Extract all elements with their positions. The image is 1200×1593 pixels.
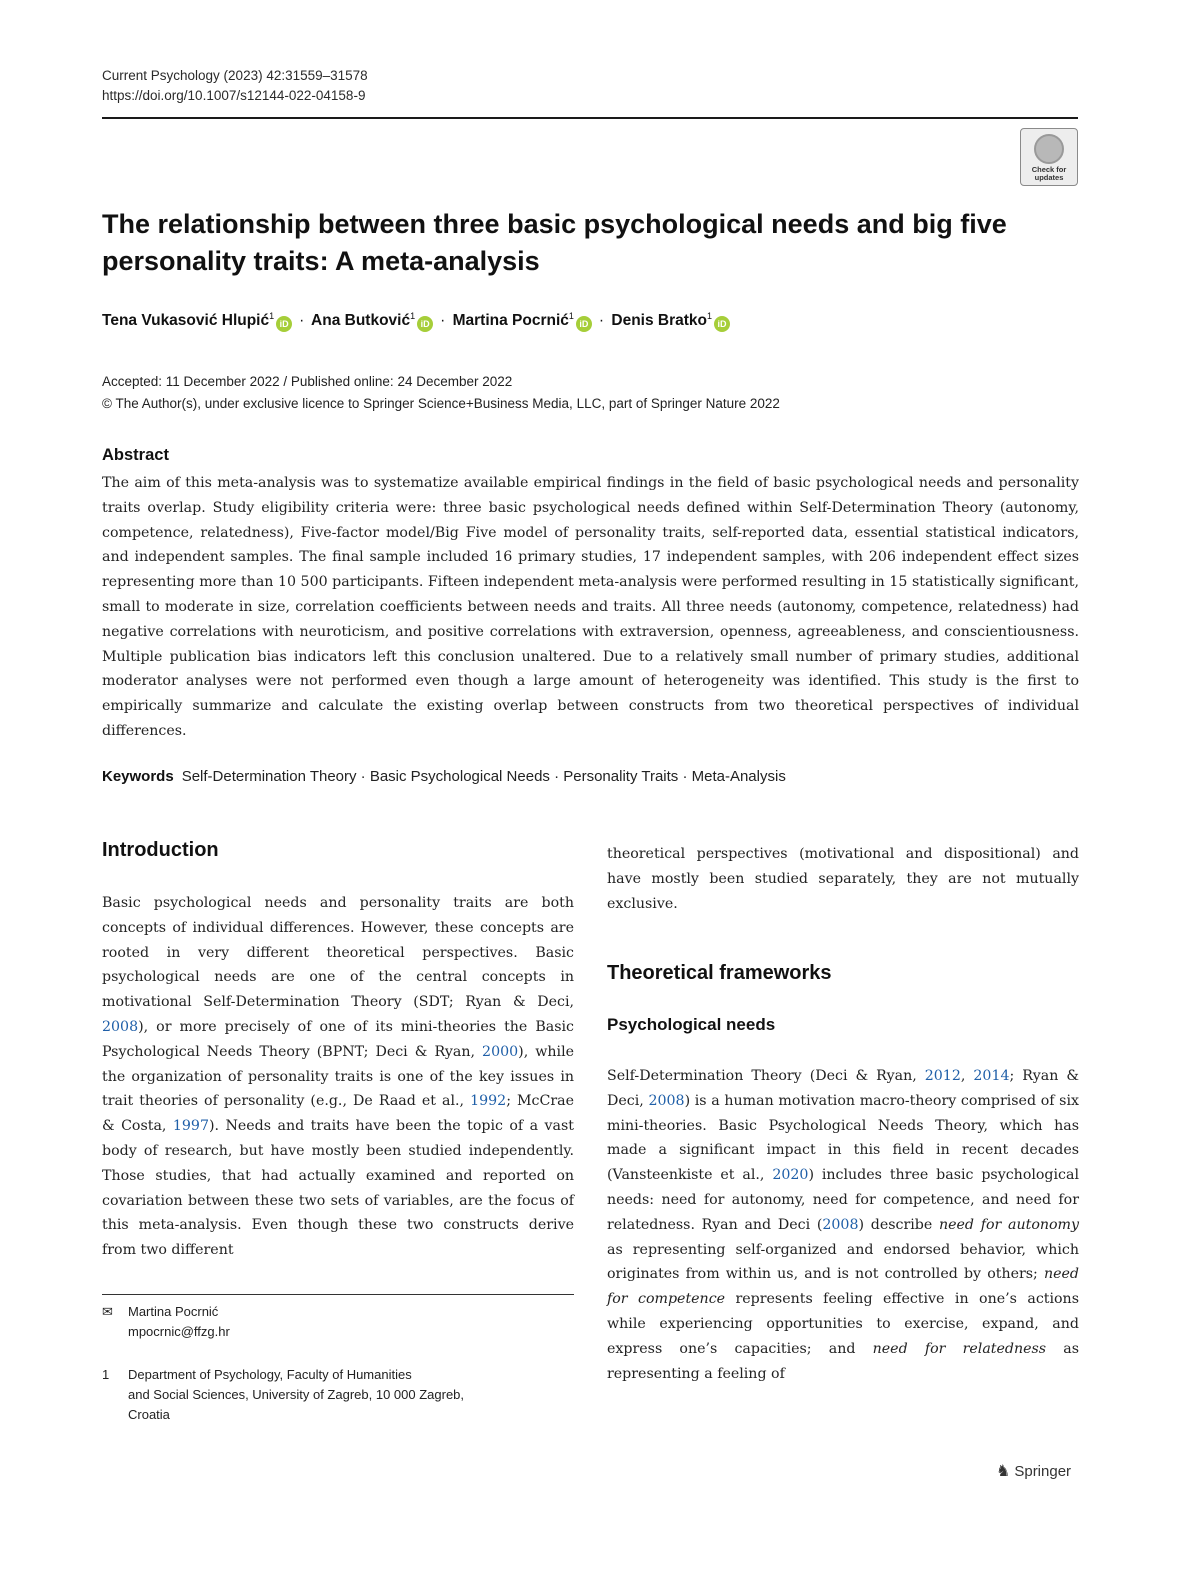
abstract-text: The aim of this meta-analysis was to systematize available empirical findings in the field of basic psychological needs and personality traits overlap. Study eligibility criteria were: three basic psychological needs defined within Self-Determination Theory (autonomy, competence, relatedness), Five-factor model/Big Five model of personality traits, self-reported data, essential statistical indicators, and independent samples. The final sample included 16 primary studies, 17 independent samples, with 206 independent effect sizes representing more than 10 500 participants. Fifteen independent meta-analysis were performed resulting in 15 statistically significant, small to moderate in size, correlation coefficients between needs and traits. All three needs (autonomy, competence, relatedness) had negative correlations with neuroticism, and positive correlations with extraversion, openness, agreeableness, and conscientiousness. Multiple publication bias indicators left this conclusion unaltered. Due to a relatively small number of primary studies, additional moderator analyses were not performed even though a large amount of heterogeneity was identified. This study is the first to empirically summarize and calculate the existing overlap between constructs from two theoretical perspectives of individual differences. bbox=[102, 475, 1079, 739]
citation-link[interactable]: 2012 bbox=[924, 1068, 961, 1084]
check-for-updates-badge[interactable] bbox=[1020, 128, 1078, 186]
contact-email[interactable]: mpocrnic@ffzg.hr bbox=[128, 1324, 230, 1339]
badge-line-1: Check for bbox=[1031, 165, 1067, 174]
journal-header bbox=[102, 66, 368, 106]
badge-line-2: updates bbox=[1034, 173, 1064, 182]
footnote-rule bbox=[102, 1294, 574, 1295]
publication-dates bbox=[102, 371, 780, 415]
affiliation-mark: 1 bbox=[568, 311, 574, 321]
text-run: ), or more precisely of one of its mini-theories the Basic Psychological Needs Theory (BPNT; Deci & Ryan, bbox=[102, 1018, 574, 1060]
text-run: Self-Determination Theory (Deci & Ryan, bbox=[607, 1068, 925, 1084]
citation-link[interactable]: 2014 bbox=[973, 1068, 1010, 1084]
citation-link[interactable]: 2008 bbox=[822, 1216, 859, 1233]
affiliation-line: Croatia bbox=[128, 1407, 170, 1422]
citation-link[interactable]: 2008 bbox=[102, 1018, 139, 1035]
orcid-icon[interactable]: iD bbox=[276, 316, 292, 332]
text-run: as representing a feeling of bbox=[607, 1340, 1079, 1382]
text-run: ; Ryan & Deci, bbox=[607, 1068, 1079, 1109]
check-for-updates-icon bbox=[1034, 134, 1064, 164]
author-separator: · bbox=[299, 312, 305, 330]
doi-link[interactable]: https://doi.org/10.1007/s12144-022-04158-9 bbox=[102, 88, 366, 103]
text-run: ) is a human motivation macro-theory comprised of six mini-theories. Basic Psychological Needs Theory, which has made a significant impact in this field in recent decades (Vansteenkiste et al., bbox=[607, 1092, 1079, 1184]
introduction-paragraph-continued: theoretical perspectives (motivational and dispositional) and have mostly been studied separately, they are not mutually exclusive. bbox=[607, 846, 1079, 912]
text-run: ) describe bbox=[858, 1216, 939, 1233]
citation-link[interactable]: 2008 bbox=[648, 1092, 685, 1109]
affiliation-line: Department of Psychology, Faculty of Humanities bbox=[128, 1367, 412, 1382]
citation-link[interactable]: 1992 bbox=[470, 1093, 507, 1110]
publisher-name: Springer bbox=[1014, 1463, 1072, 1480]
orcid-icon[interactable]: iD bbox=[576, 316, 592, 332]
springer-horse-icon: ♞ bbox=[996, 1463, 1011, 1480]
introduction-heading: Introduction bbox=[102, 839, 219, 861]
affiliation-mark: 1 bbox=[707, 311, 713, 321]
author-list bbox=[102, 311, 734, 332]
citation-link[interactable]: 1997 bbox=[172, 1118, 209, 1135]
corresponding-author bbox=[102, 1302, 230, 1342]
journal-citation: Current Psychology (2023) 42:31559–31578 bbox=[102, 68, 368, 83]
italic-term: need for competence bbox=[607, 1266, 1079, 1308]
header-rule bbox=[102, 117, 1078, 119]
affiliation-mark: 1 bbox=[269, 311, 275, 321]
orcid-icon[interactable]: iD bbox=[714, 316, 730, 332]
author-separator: · bbox=[440, 312, 446, 330]
psychological-needs-subheading: Psychological needs bbox=[607, 1015, 776, 1034]
contact-name: Martina Pocrnić bbox=[128, 1304, 219, 1319]
orcid-icon[interactable]: iD bbox=[417, 316, 433, 332]
author-name[interactable]: Denis Bratko bbox=[611, 312, 707, 330]
keywords-label: Keywords bbox=[102, 768, 174, 785]
theoretical-frameworks-heading: Theoretical frameworks bbox=[607, 962, 832, 984]
copyright-notice: © The Author(s), under exclusive licence to Springer Science+Business Media, LLC, part of Springer Nature 2022 bbox=[102, 396, 780, 411]
accepted-published: Accepted: 11 December 2022 / Published online: 24 December 2022 bbox=[102, 374, 513, 389]
author-name[interactable]: Martina Pocrnić bbox=[452, 312, 569, 330]
text-run: ) includes three basic psychological needs: need for autonomy, need for competence, and need for relatedness. Ryan and Deci ( bbox=[607, 1167, 1079, 1233]
text-run: ). Needs and traits have been the topic of a vast body of research, but have mostly been studied independently. Those studies, that had actually examined and reported on covariation between these two sets of variables, are the focus of this meta-analysis. Even though these two constructs derive from two different bbox=[102, 1118, 574, 1259]
psychological-needs-paragraph bbox=[607, 1064, 1079, 1386]
text-run: represents feeling effective in one’s actions while experiencing opportunities to exercise, expand, and express one’s capacities; and bbox=[607, 1291, 1079, 1357]
author-name[interactable]: Tena Vukasović Hlupić bbox=[102, 312, 270, 330]
author-separator: · bbox=[598, 312, 605, 330]
affiliation-footnote bbox=[102, 1365, 464, 1425]
article-title: The relationship between three basic psychological needs and big five personality traits: A meta-analysis bbox=[102, 209, 1007, 276]
text-run: ; McCrae & Costa, bbox=[102, 1093, 574, 1135]
envelope-icon: ✉ bbox=[102, 1304, 113, 1319]
affiliation-footnote-mark: 1 bbox=[102, 1367, 110, 1382]
text-run: as representing self-organized and endorsed behavior, which originates from within us, and is not controlled by others; bbox=[607, 1241, 1079, 1283]
affiliation-mark: 1 bbox=[410, 311, 416, 321]
citation-link[interactable]: 2000 bbox=[482, 1043, 519, 1060]
italic-term: need for autonomy bbox=[938, 1216, 1080, 1233]
citation-link[interactable]: 2020 bbox=[772, 1167, 809, 1184]
text-run: ), while the organization of personality traits is one of the key issues in trait theories of personality (e.g., De Raad et al., bbox=[102, 1043, 574, 1110]
keywords-list: Self-Determination Theory · Basic Psychological Needs · Personality Traits · Meta-Analysis bbox=[181, 768, 786, 785]
text-run: , bbox=[960, 1068, 974, 1084]
keywords bbox=[102, 768, 786, 785]
affiliation-line: and Social Sciences, University of Zagreb, 10 000 Zagreb, bbox=[128, 1387, 465, 1402]
introduction-paragraph bbox=[102, 891, 574, 1263]
italic-term: need for relatedness bbox=[872, 1340, 1047, 1357]
abstract-heading: Abstract bbox=[102, 446, 169, 464]
author-name[interactable]: Ana Butković bbox=[311, 312, 411, 330]
text-run: Basic psychological needs and personality traits are both concepts of individual differences. However, these concepts are rooted in very different theoretical perspectives. Basic psychological needs are one of the central concepts in motivational Self-Determination Theory (SDT; Ryan & Deci, bbox=[102, 895, 574, 1011]
publisher-logo bbox=[996, 1461, 1071, 1481]
